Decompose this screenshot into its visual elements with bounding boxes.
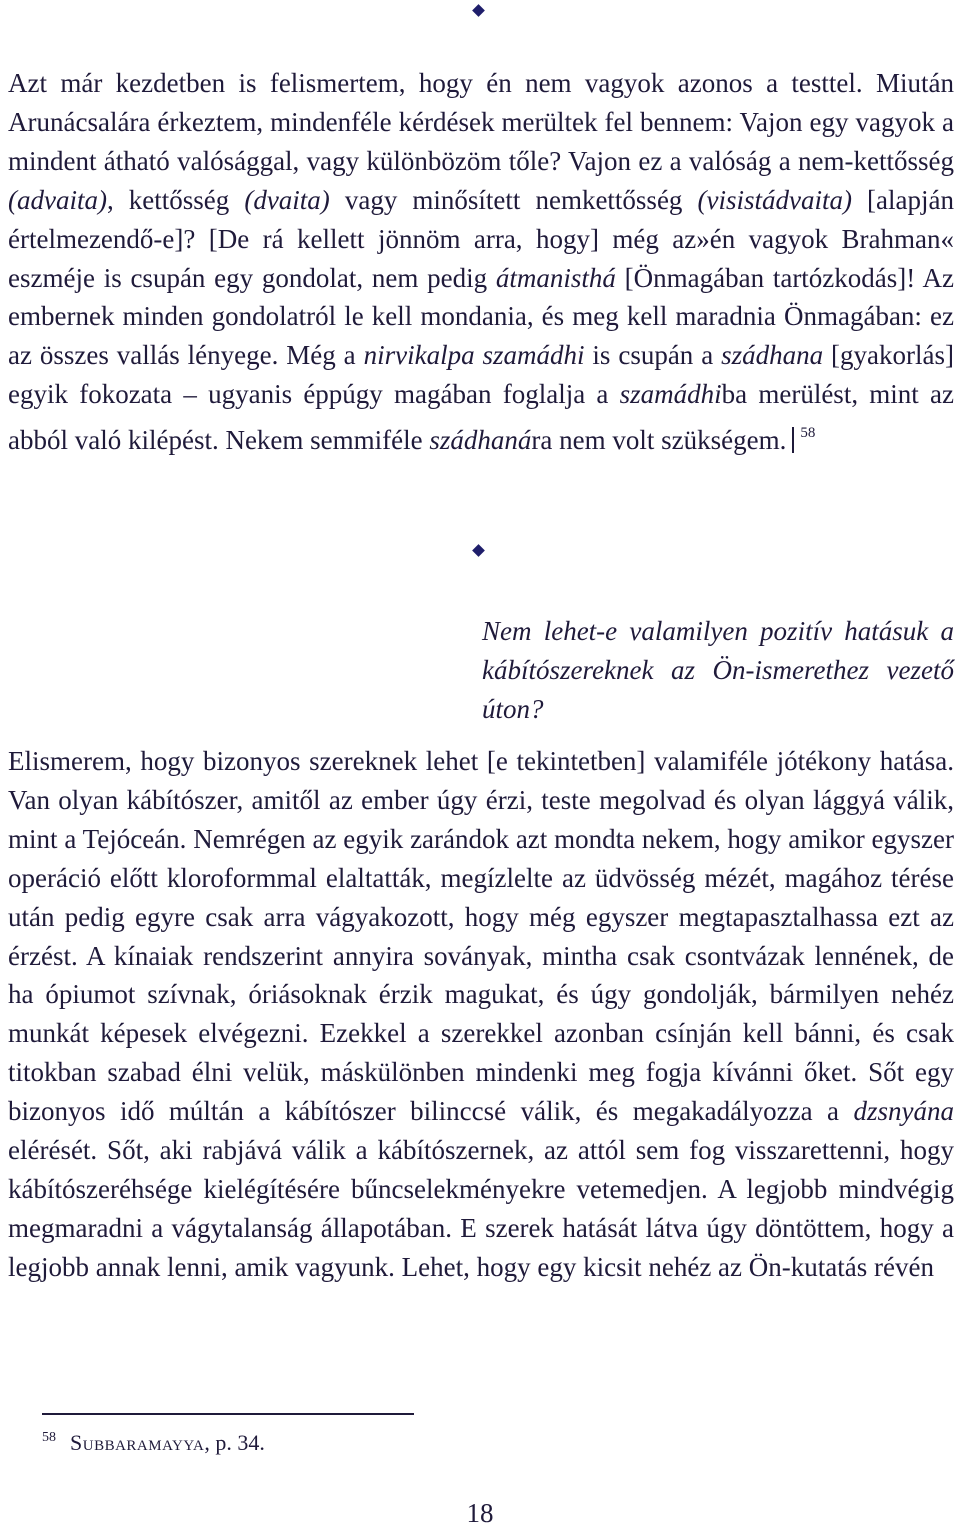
citation-bar <box>792 427 794 453</box>
footnote-number: 58 <box>42 1430 56 1445</box>
footnote-citation: , p. 34. <box>204 1430 265 1455</box>
question-heading: Nem lehet-e valamilyen pozitív hatásuk a kábítószereknek az Ön-ismerethez vezető úton? <box>482 616 954 724</box>
diamond-ornament-top <box>472 4 485 17</box>
diamond-ornament-middle <box>472 544 485 557</box>
page-number: 18 <box>466 1498 494 1528</box>
footnote <box>42 1430 265 1456</box>
footnote-divider <box>42 1413 414 1415</box>
footnote-author: Subbaramayya <box>70 1430 205 1455</box>
paragraph-1: Azt már kezdetben is felismertem, hogy én nem vagyok azonos a testtel. Miután Arunácsalára érkeztem, mindenféle kérdések merültek fel bennem: Vajon egy vagyok a mindent átható valósággal, vagy különbözöm tőle? Vajon ez a valóság a nem-kettősség (advaita), kettősség (dvaita) vagy minősített nemkettősség (visistádvaita) [alapján értelmezendő-e]? [De rá kellett jönnöm arra, hogy] még az»én vagyok Brahman« eszméje is csupán egy gondolat, nem pedig átmanisthá [Önmagában tartózkodás]! Az embernek minden gondolatról le kell mondania, és meg kell maradnia Önmagában: ez az összes vallás lényege. Még a nirvikalpa szamádhi is csupán a szádhana [gyakorlás] egyik fokozata – ugyanis éppúgy magában foglalja a szamádhiba merülést, mint az abból való kilépést. Nekem semmiféle szádhanára nem volt szükségem. $^{58}$ <box>8 68 955 456</box>
paragraph-2: Elismerem, hogy bizonyos szereknek lehet [e tekintetben] valamiféle jótékony hatása. Van olyan kábítószer, amitől az ember úgy érzi, teste megolvad és olyan lággyá válik, mint a Tejóceán. Nemrégen az egyik zarándok azt mondta nekem, hogy amikor egyszer operáció előtt kloroformmal elaltatták, megízlelte az üdvösség mézét, magához térése után pedig egyre csak arra vágyakozott, hogy még egyszer megtapasztalhassa ezt az érzést. A kínaiak rendszerint annyira soványak, mintha csak csontvázak lennének, de ha ópiumot szívnak, óriásoknak érzik magukat, és úgy gondolják, bármilyen nehéz munkát képesek elvégezni. Ezekkel a szerekkel azonban csínján kell bánni, és csak titokban szabad élni velük, máskülönben mindenki meg fogja kívánni őket. Sőt egy bizonyos idő múltán a kábítószer bilinccsé válik, és megakadályozza a dzsnyána elérését. Sőt, aki rabjává válik a kábítószernek, az attól sem fog visszarettenni, hogy kábítószeréhsége kielégítésére bűncselekményekre vetemedjen. A legjobb mindvégig megmaradni a vágytalanság állapotában. E szerek hatását látva úgy döntöttem, hogy a legjobb annak lenni, amik vagyunk. Lehet, hogy egy kicsit nehéz az Ön-kutatás révén <box>8 746 954 1282</box>
footnote-reference[interactable]: 58 <box>800 425 816 442</box>
